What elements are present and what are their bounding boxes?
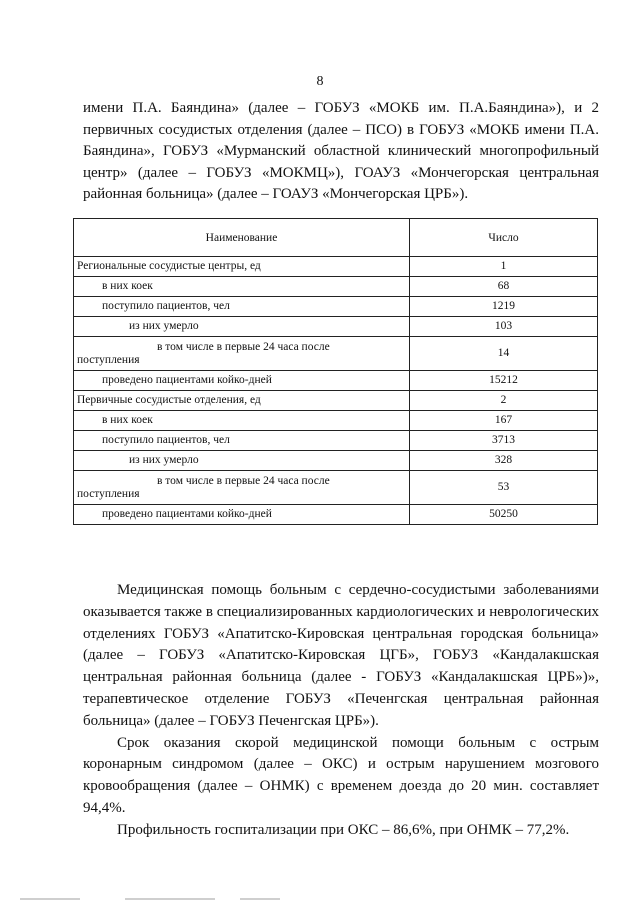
table-row — [74, 431, 598, 451]
row-value: 14 — [410, 337, 598, 371]
row-label-line2: поступления — [77, 353, 140, 366]
header-value: Число — [410, 219, 598, 257]
header-name: Наименование — [74, 219, 410, 257]
intro-paragraph: имени П.А. Баяндина» (далее – ГОБУЗ «МОКБ им. П.А.Баяндина»), и 2 первичных сосудистых отделения (далее – ПСО) в ГОБУЗ «МОКБ имени П.А. Баяндина», ГОБУЗ «Мурманский областной клинический многопрофильный центр» (далее – ГОБУЗ «МОКМЦ»), ГОАУЗ «Мончегорская центральная районная больница» (далее – ГОАУЗ «Мончегорская ЦРБ»). — [83, 100, 599, 202]
table-row — [74, 371, 598, 391]
row-label-line1: в том числе в первые 24 часа после — [157, 474, 330, 487]
row-value: 103 — [410, 317, 598, 337]
table-row — [74, 451, 598, 471]
paragraph-emergency-time: Срок оказания скорой медицинской помощи больным с острым коронарным синдромом (далее – ОКС) и острым нарушением мозгового кровообращения (далее – ОНМК) с временем доезда до 20 мин. составляет 94,4%. — [83, 734, 599, 816]
row-label: в них коек — [74, 277, 410, 297]
row-value: 328 — [410, 451, 598, 471]
row-label: в них коек — [74, 411, 410, 431]
table-row — [74, 277, 598, 297]
row-value: 1 — [410, 257, 598, 277]
row-label: проведено пациентами койко-дней — [74, 371, 410, 391]
row-value: 68 — [410, 277, 598, 297]
row-label — [74, 337, 410, 371]
row-label — [74, 471, 410, 505]
row-label: Региональные сосудистые центры, ед — [74, 257, 410, 277]
body-text — [83, 580, 599, 842]
row-label: поступило пациентов, чел — [74, 431, 410, 451]
table-row — [74, 471, 598, 505]
paragraph-hospitalization: Профильность госпитализации при ОКС – 86,6%, при ОНМК – 77,2%. — [117, 821, 570, 838]
table-row — [74, 297, 598, 317]
row-value: 50250 — [410, 505, 598, 525]
row-value: 15212 — [410, 371, 598, 391]
paragraph-medical-help: Медицинская помощь больным с сердечно-сосудистыми заболеваниями оказывается также в специализированных кардиологических и неврологических отделениях ГОБУЗ «Апатитско-Кировская центральная городская больница» (далее – ГОБУЗ «Апатитско-Кировская ЦГБ», ГОБУЗ «Кандалакшская центральная районная больница (далее - ГОБУЗ «Кандалакшская ЦРБ»)», терапевтическое отделение ГОБУЗ «Печенгская центральная районная больница» (далее – ГОБУЗ Печенгская ЦРБ»). — [83, 582, 599, 729]
table-row — [74, 411, 598, 431]
row-value: 167 — [410, 411, 598, 431]
row-label-line1: в том числе в первые 24 часа после — [157, 340, 330, 353]
row-value: 2 — [410, 391, 598, 411]
page-number: 8 — [316, 74, 324, 89]
row-label: проведено пациентами койко-дней — [74, 505, 410, 525]
row-label: поступило пациентов, чел — [74, 297, 410, 317]
row-label: из них умерло — [74, 317, 410, 337]
statistics-table — [73, 218, 598, 525]
table-row — [74, 505, 598, 525]
table-row — [74, 317, 598, 337]
bleed-through-line — [0, 893, 640, 905]
row-label: из них умерло — [74, 451, 410, 471]
row-label-line2: поступления — [77, 487, 140, 500]
table-row — [74, 337, 598, 371]
row-value: 3713 — [410, 431, 598, 451]
row-value: 53 — [410, 471, 598, 505]
table-header-row — [74, 219, 598, 257]
row-label: Первичные сосудистые отделения, ед — [74, 391, 410, 411]
table-row — [74, 391, 598, 411]
table-row — [74, 257, 598, 277]
row-value: 1219 — [410, 297, 598, 317]
